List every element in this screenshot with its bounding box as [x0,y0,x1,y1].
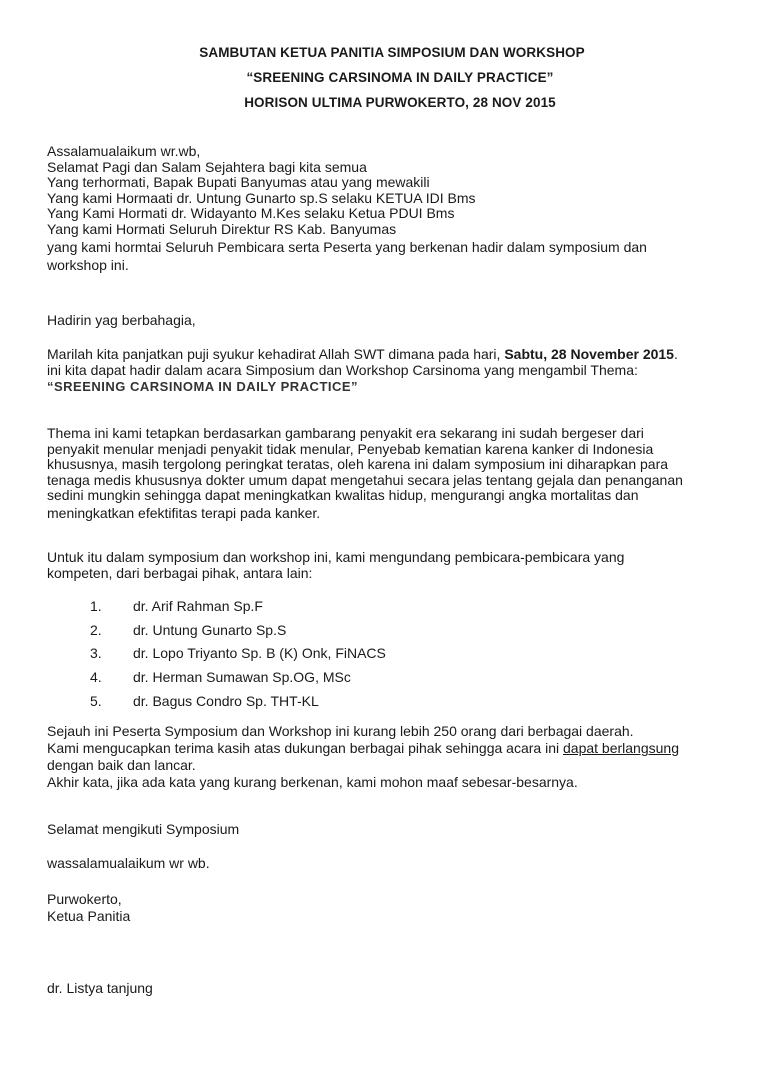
speaker-item [90,689,386,713]
header-venue-date: HORISON ULTIMA PURWOKERTO, 28 NOV 2015 [244,95,556,110]
greeting-line: Selamat Pagi dan Salam Sejahtera bagi kita semua [47,158,367,175]
greeting-line: Assalamualaikum wr.wb, [47,143,201,159]
thema-line: penyakit menular menjadi penyakit tidak menular, Penyebab kematian karena kanker di Indonesia [47,440,654,457]
document-header [0,44,768,111]
signoff-place: Purwokerto, [47,891,122,907]
speaker-name: dr. Bagus Condro Sp. THT-KL [133,693,319,710]
speaker-item [90,618,386,642]
closing-line [47,740,747,757]
greeting-line: Yang Kami Hormati dr. Widayanto M.Kes selaku Ketua PDUI Bms [47,205,455,221]
speaker-number: 4. [90,669,102,686]
greeting-line: Yang kami Hormaati dr. Untung Gunarto sp.S selaku KETUA IDI Bms [47,189,476,206]
speaker-number: 3. [90,645,102,662]
speaker-item [90,594,386,618]
speaker-name: dr. Arif Rahman Sp.F [133,597,263,614]
signatory-block [47,981,747,997]
opening-text: Marilah kita panjatkan puji syukur kehadirat Allah SWT dimana pada hari, [47,346,505,362]
closing-line: Akhir kata, jika ada kata yang kurang berkenan, kami mohon maaf sebesar-besarnya. [47,774,578,790]
selamat-text: Selamat mengikuti Symposium [47,821,240,837]
header-title: SAMBUTAN KETUA PANITIA SIMPOSIUM DAN WORKSHOP [199,45,585,60]
underlined-phrase: dapat berlangsung [563,740,679,756]
greeting-line: yang kami hormtai Seluruh Pembicara serta Peserta yang berkenan hadir dalam symposium dan [47,239,647,255]
opening-period: . [673,346,678,362]
invite-line: kompeten, dari berbagai pihak, antara lain: [47,564,313,581]
speaker-number: 5. [90,693,102,710]
header-theme: “SREENING CARSINOMA IN DAILY PRACTICE” [246,70,554,85]
speaker-item [90,665,386,689]
speaker-list [90,594,386,713]
closing-line: dengan baik dan lancar. [47,757,196,773]
closing-text: Kami mengucapkan terima kasih atas dukungan berbagai pihak sehingga acara ini [47,740,563,756]
speaker-name: dr. Lopo Triyanto Sp. B (K) Onk, FiNACS [133,645,386,662]
thema-line: Thema ini kami tetapkan berdasarkan gambarang penyakit era sekarang ini sudah bergeser dari [47,425,644,441]
speaker-name: dr. Herman Sumawan Sp.OG, MSc [133,669,351,686]
greeting-line: workshop ini. [47,257,129,273]
thema-line: meningkatkan efektifitas terapi pada kanker. [47,504,321,521]
thema-line: tenaga medis khususnya dokter umum dapat mengetahui secara jelas tentang gejala dan penanganan [47,471,683,488]
speaker-name: dr. Untung Gunarto Sp.S [133,621,287,638]
hadirin-text: Hadirin yag berbahagia, [47,312,196,328]
signoff-role: Ketua Panitia [47,908,131,924]
signoff-block [47,891,747,925]
signatory-name: dr. Listya tanjung [47,980,153,996]
event-date: Sabtu, 28 November 2015 [504,346,674,362]
opening-theme: “SREENING CARSINOMA IN DAILY PRACTICE” [47,378,359,394]
wassalam-line [47,856,747,872]
greeting-line: Yang kami Hormati Seluruh Direktur RS Kab. Banyumas [47,220,397,237]
opening-paragraph [47,345,747,394]
speaker-number: 1. [90,597,102,614]
closing-paragraph [47,723,747,791]
invite-line: Untuk itu dalam symposium dan workshop ini, kami mengundang pembicara-pembicara yang [47,549,625,565]
hadirin-line [47,313,747,329]
greeting-line: Yang terhormati, Bapak Bupati Banyumas atau yang mewakili [47,174,430,190]
thema-line: sedini mungkin sehingga dapat meningkatkan kwalitas hidup, mengurangi angka mortalitas dan [47,487,639,503]
opening-line: ini kita dapat hadir dalam acara Simposium dan Workshop Carsinoma yang mengambil Thema: [47,362,638,378]
greeting-block [47,144,747,274]
speaker-number: 2. [90,621,102,638]
thema-line: khususnya, masih tergolong peringkat teratas, oleh karena ini dalam symposium ini diharapkan para [47,456,669,472]
wassalam-text: wassalamualaikum wr wb. [47,855,210,871]
opening-line [47,345,747,363]
selamat-line [47,822,747,838]
speaker-item [90,642,386,666]
thema-paragraph [47,426,747,521]
closing-line: Sejauh ini Peserta Symposium dan Workshop ini kurang lebih 250 orang dari berbagai daerah. [47,723,634,739]
invite-paragraph [47,550,747,581]
